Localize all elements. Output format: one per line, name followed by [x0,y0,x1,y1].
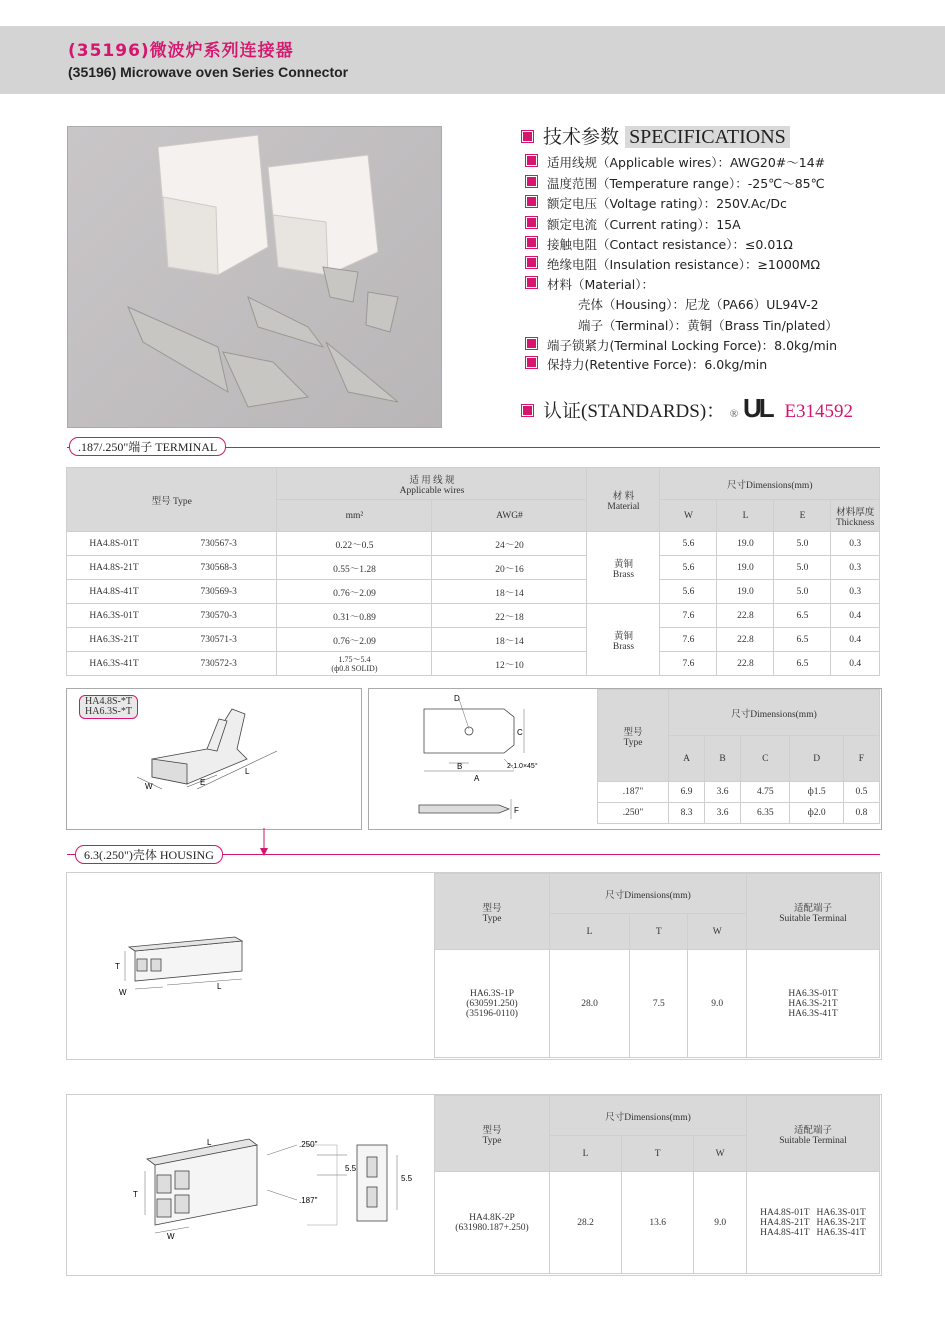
terminal-tag-1: HA4.8S-*T [85,696,132,707]
th-material-cn: 材 料 [612,491,635,502]
th-l: L [717,500,774,532]
cell-l: 28.2 [550,1172,622,1274]
cell-code: 730570-3 [161,604,277,628]
table-row [67,652,880,676]
th-suitable [747,1096,880,1172]
spec-row [526,174,825,192]
spec-text: 绝缘电阻（Insulation resistance）：≥1000MΩ [547,257,821,272]
material-en: Brass [612,641,635,652]
th-type-cn: 型号 [623,727,643,738]
page-title-en: (35196) Microwave oven Series Connector [68,64,349,80]
h2-model: HA4.8K-2P [469,1212,515,1223]
specs-title-cn: 技术参数 [543,126,620,148]
th-dims: 尺寸Dimensions(mm) [669,690,880,736]
th-col: A [669,736,705,782]
th-thickness [831,500,880,532]
cell-a: 6.9 [669,782,705,803]
th-suit-cn: 适配端子 [793,1125,832,1136]
cell-e: 6.5 [774,628,831,652]
cell-d: ф1.5 [790,782,843,803]
bullet-icon [526,257,537,268]
cell-w: 7.6 [660,628,717,652]
cell-l: 22.8 [717,604,774,628]
cell-t: 0.4 [831,628,880,652]
cell-l: 19.0 [717,556,774,580]
terminal-section-label: .187/.250"端子 TERMINAL [69,437,226,456]
bullet-icon [526,217,537,228]
cell-w: 7.6 [660,652,717,676]
h1-code2: (35196-0110) [466,1008,518,1019]
cell-mm2: 0.76～2.09 [277,580,432,604]
spec-material-terminal: 端子（Terminal）：黄铜（Brass Tin/plated） [578,318,838,333]
cell-l: 22.8 [717,628,774,652]
th-thick-en: Thickness [835,517,875,528]
cell-c: 4.75 [741,782,790,803]
spec-text: 保持力(Retentive Force)：6.0kg/min [547,357,768,372]
bullet-icon [526,155,537,166]
dim-label-e: E [200,778,206,787]
cell-model: HA4.8S-01T [67,532,162,556]
cell-type: .250" [598,803,669,824]
cell-t: 13.6 [622,1172,694,1274]
suit-item: HA6.3S-01T [788,988,838,999]
housing-2-drawing [107,1115,437,1255]
th-col: T [630,914,688,950]
th-material-en: Material [607,501,640,512]
cell-awg: 24～20 [432,532,587,556]
spec-row [526,153,825,171]
th-dims: 尺寸Dimensions(mm) [660,468,880,500]
bullet-icon [526,237,537,248]
dim-label-l: L [217,982,222,991]
terminal-table [66,467,880,676]
cell-material [587,532,660,604]
bullet-icon [526,338,537,349]
terminal-tag-2: HA6.3S-*T [85,706,132,717]
cell-b: 3.6 [705,782,741,803]
dim-label-d: D [454,694,460,703]
th-type-cn: 型号 [482,1125,502,1136]
th-col: L [550,914,630,950]
ul-file-number: E314592 [784,401,854,422]
th-col: T [622,1136,694,1172]
table-row [598,782,880,803]
dim-label-l: L [245,767,250,776]
cell-l: 28.0 [550,950,630,1058]
cell-l: 19.0 [717,580,774,604]
spec-text: 材料（Material）： [547,277,655,292]
cell-model: HA4.8S-21T [67,556,162,580]
th-col: C [741,736,790,782]
material-cn: 黄铜 [613,559,633,570]
suit-item: HA6.3S-41T [788,1008,838,1019]
cell-code: 730568-3 [161,556,277,580]
th-awg: AWG# [432,500,587,532]
dim-label-f: F [514,806,519,815]
table-row [435,1172,880,1274]
cell-w: 5.6 [660,532,717,556]
table-row [67,628,880,652]
h2-code1: (631980.187+.250) [455,1222,529,1233]
cell-mm2: 0.55～1.28 [277,556,432,580]
cell-material [587,604,660,676]
dim-label-w: W [167,1232,175,1241]
specs-title [522,122,790,149]
cell-code: 730571-3 [161,628,277,652]
terminal-drawing [67,689,361,829]
suit-item: HA4.8S-01T HA6.3S-01T [760,1207,866,1218]
th-type [435,1096,550,1172]
th-material [587,468,660,532]
cell-l: 22.8 [717,652,774,676]
cell-t: 0.3 [831,556,880,580]
cell-awg: 18～14 [432,628,587,652]
cell-b: 3.6 [705,803,741,824]
cell-d: ф2.0 [790,803,843,824]
cell-w: 9.0 [688,950,747,1058]
cell-model: HA6.3S-41T [67,652,162,676]
th-suit-en: Suitable Terminal [779,1135,847,1146]
cell-model: HA4.8S-41T [67,580,162,604]
spec-row [526,275,654,293]
dim-label-chamfer: 2-1.0×45° [507,763,538,770]
dim-label-c: C [517,728,523,737]
th-col: L [550,1136,622,1172]
cell-mm2: 0.22～0.5 [277,532,432,556]
dim-label-187: .187" [299,1196,318,1205]
cell-code: 730569-3 [161,580,277,604]
cell-w: 5.6 [660,580,717,604]
h1-code1: (630591.250) [466,998,518,1009]
dim-label-d1: 5.5 [345,1164,357,1173]
registered-icon: ® [729,408,739,420]
tab-table [597,689,880,824]
spec-row [526,336,837,354]
cell-w: 7.6 [660,604,717,628]
th-wires-en: Applicable wires [399,485,465,496]
connector-illustration [68,127,441,427]
cell-t: 0.3 [831,532,880,556]
th-wires [277,468,587,500]
th-type-en: Type [482,913,502,924]
th-suitable [747,874,880,950]
cell-suitable [747,950,880,1058]
bullet-icon [522,131,533,142]
cell-awg: 22～18 [432,604,587,628]
spec-text: 额定电压（Voltage rating）：250V.Ac/Dc [547,196,787,211]
th-col: D [790,736,843,782]
tab-drawing [369,689,599,829]
cell-suitable [747,1172,880,1274]
spec-text: 接触电阻（Contact resistance）：≤0.01Ω [547,237,793,252]
product-photo [67,126,442,428]
th-type [598,690,669,782]
dim-label-t: T [115,962,120,971]
ul-logo: UL [743,393,772,423]
material-cn: 黄铜 [613,631,633,642]
th-col: F [843,736,879,782]
bullet-icon [526,357,537,368]
cell-code: 730567-3 [161,532,277,556]
dim-label-d2: 5.5 [401,1174,413,1183]
cell-model: HA6.3S-21T [67,628,162,652]
th-e: E [774,500,831,532]
cell-t: 7.5 [630,950,688,1058]
th-type: 型号 Type [67,468,277,532]
spec-text: 额定电流（Current rating）：15A [547,217,741,232]
cell-e: 5.0 [774,580,831,604]
cell-mm2: 0.76～2.09 [277,628,432,652]
spec-row [526,215,741,233]
spec-row [526,235,793,253]
cell-model [435,950,550,1058]
bullet-icon [526,176,537,187]
table-row [435,950,880,1058]
cell-model: HA6.3S-01T [67,604,162,628]
cell-e: 5.0 [774,532,831,556]
spec-text: 适用线规（Applicable wires）：AWG20#～14# [547,155,826,170]
dim-label-w: W [119,988,127,997]
cell-awg: 12～10 [432,652,587,676]
dim-label-b: B [457,762,463,771]
suit-item: HA4.8S-41T HA6.3S-41T [760,1227,866,1238]
cell-f: 0.8 [843,803,879,824]
housing-2-table [434,1095,880,1274]
bullet-icon [526,196,537,207]
th-type-en: Type [623,737,643,748]
cell-t: 0.3 [831,580,880,604]
cell-e: 5.0 [774,556,831,580]
cell-c: 6.35 [741,803,790,824]
cell-f: 0.5 [843,782,879,803]
cell-mm2-b: (ф0.8 SOLID) [331,663,378,673]
th-thick-cn: 材料厚度 [836,507,875,518]
cell-l: 19.0 [717,532,774,556]
cell-t: 0.4 [831,604,880,628]
housing-1-table [434,873,880,1058]
table-row [67,604,880,628]
th-wires-cn: 适 用 线 规 [409,475,455,486]
cell-t: 0.4 [831,652,880,676]
table-row [67,556,880,580]
table-row [67,532,880,556]
cell-w: 5.6 [660,556,717,580]
spec-row [526,194,787,212]
cell-mm2 [277,652,432,676]
cell-model [435,1172,550,1274]
th-dims: 尺寸Dimensions(mm) [550,1096,747,1136]
cell-e: 6.5 [774,604,831,628]
th-type-cn: 型号 [482,903,502,914]
th-type [435,874,550,950]
cell-w: 9.0 [694,1172,747,1274]
spec-text: 温度范围（Temperature range）：-25℃～85℃ [547,176,825,191]
bullet-icon [522,405,533,416]
specs-title-en: SPECIFICATIONS [625,126,790,148]
cell-awg: 18～14 [432,580,587,604]
suit-item: HA4.8S-21T HA6.3S-21T [760,1217,866,1228]
cell-type: .187" [598,782,669,803]
th-w: W [660,500,717,532]
th-dims: 尺寸Dimensions(mm) [550,874,747,914]
dim-label-t: T [133,1190,138,1199]
th-type-en: Type [482,1135,502,1146]
material-en: Brass [612,569,635,580]
spec-text: 端子锁紧力(Terminal Locking Force)：8.0kg/min [547,338,838,353]
th-col: W [694,1136,747,1172]
spec-row [526,355,767,373]
th-col: B [705,736,741,782]
th-suit-cn: 适配端子 [793,903,832,914]
table-row [67,580,880,604]
standards-label: 认证(STANDARDS)： [543,401,726,422]
terminal-drawing-box [66,688,362,830]
dim-label-w: W [145,782,153,791]
dim-label-250: .250" [299,1140,318,1149]
th-mm2: mm² [277,500,432,532]
cell-mm2-a: 1.75～5.4 [338,654,371,664]
cell-code: 730572-3 [161,652,277,676]
housing-1-drawing [107,923,307,1013]
cell-a: 8.3 [669,803,705,824]
housing-section-label: 6.3(.250")壳体 HOUSING [75,845,223,864]
standards-line [522,393,853,424]
th-col: W [688,914,747,950]
table-row [598,803,880,824]
cell-e: 6.5 [774,652,831,676]
spec-row [526,255,820,273]
th-suit-en: Suitable Terminal [779,913,847,924]
cell-mm2: 0.31～0.89 [277,604,432,628]
dim-label-a: A [474,774,480,783]
dim-label-l: L [207,1138,212,1147]
suit-item: HA6.3S-21T [788,998,838,1009]
h1-model: HA6.3S-1P [469,988,515,999]
cell-awg: 20～16 [432,556,587,580]
bullet-icon [526,277,537,288]
spec-material-housing: 壳体（Housing）：尼龙（PA66）UL94V-2 [578,297,819,312]
page-title-cn: (35196)微波炉系列连接器 [68,41,294,61]
